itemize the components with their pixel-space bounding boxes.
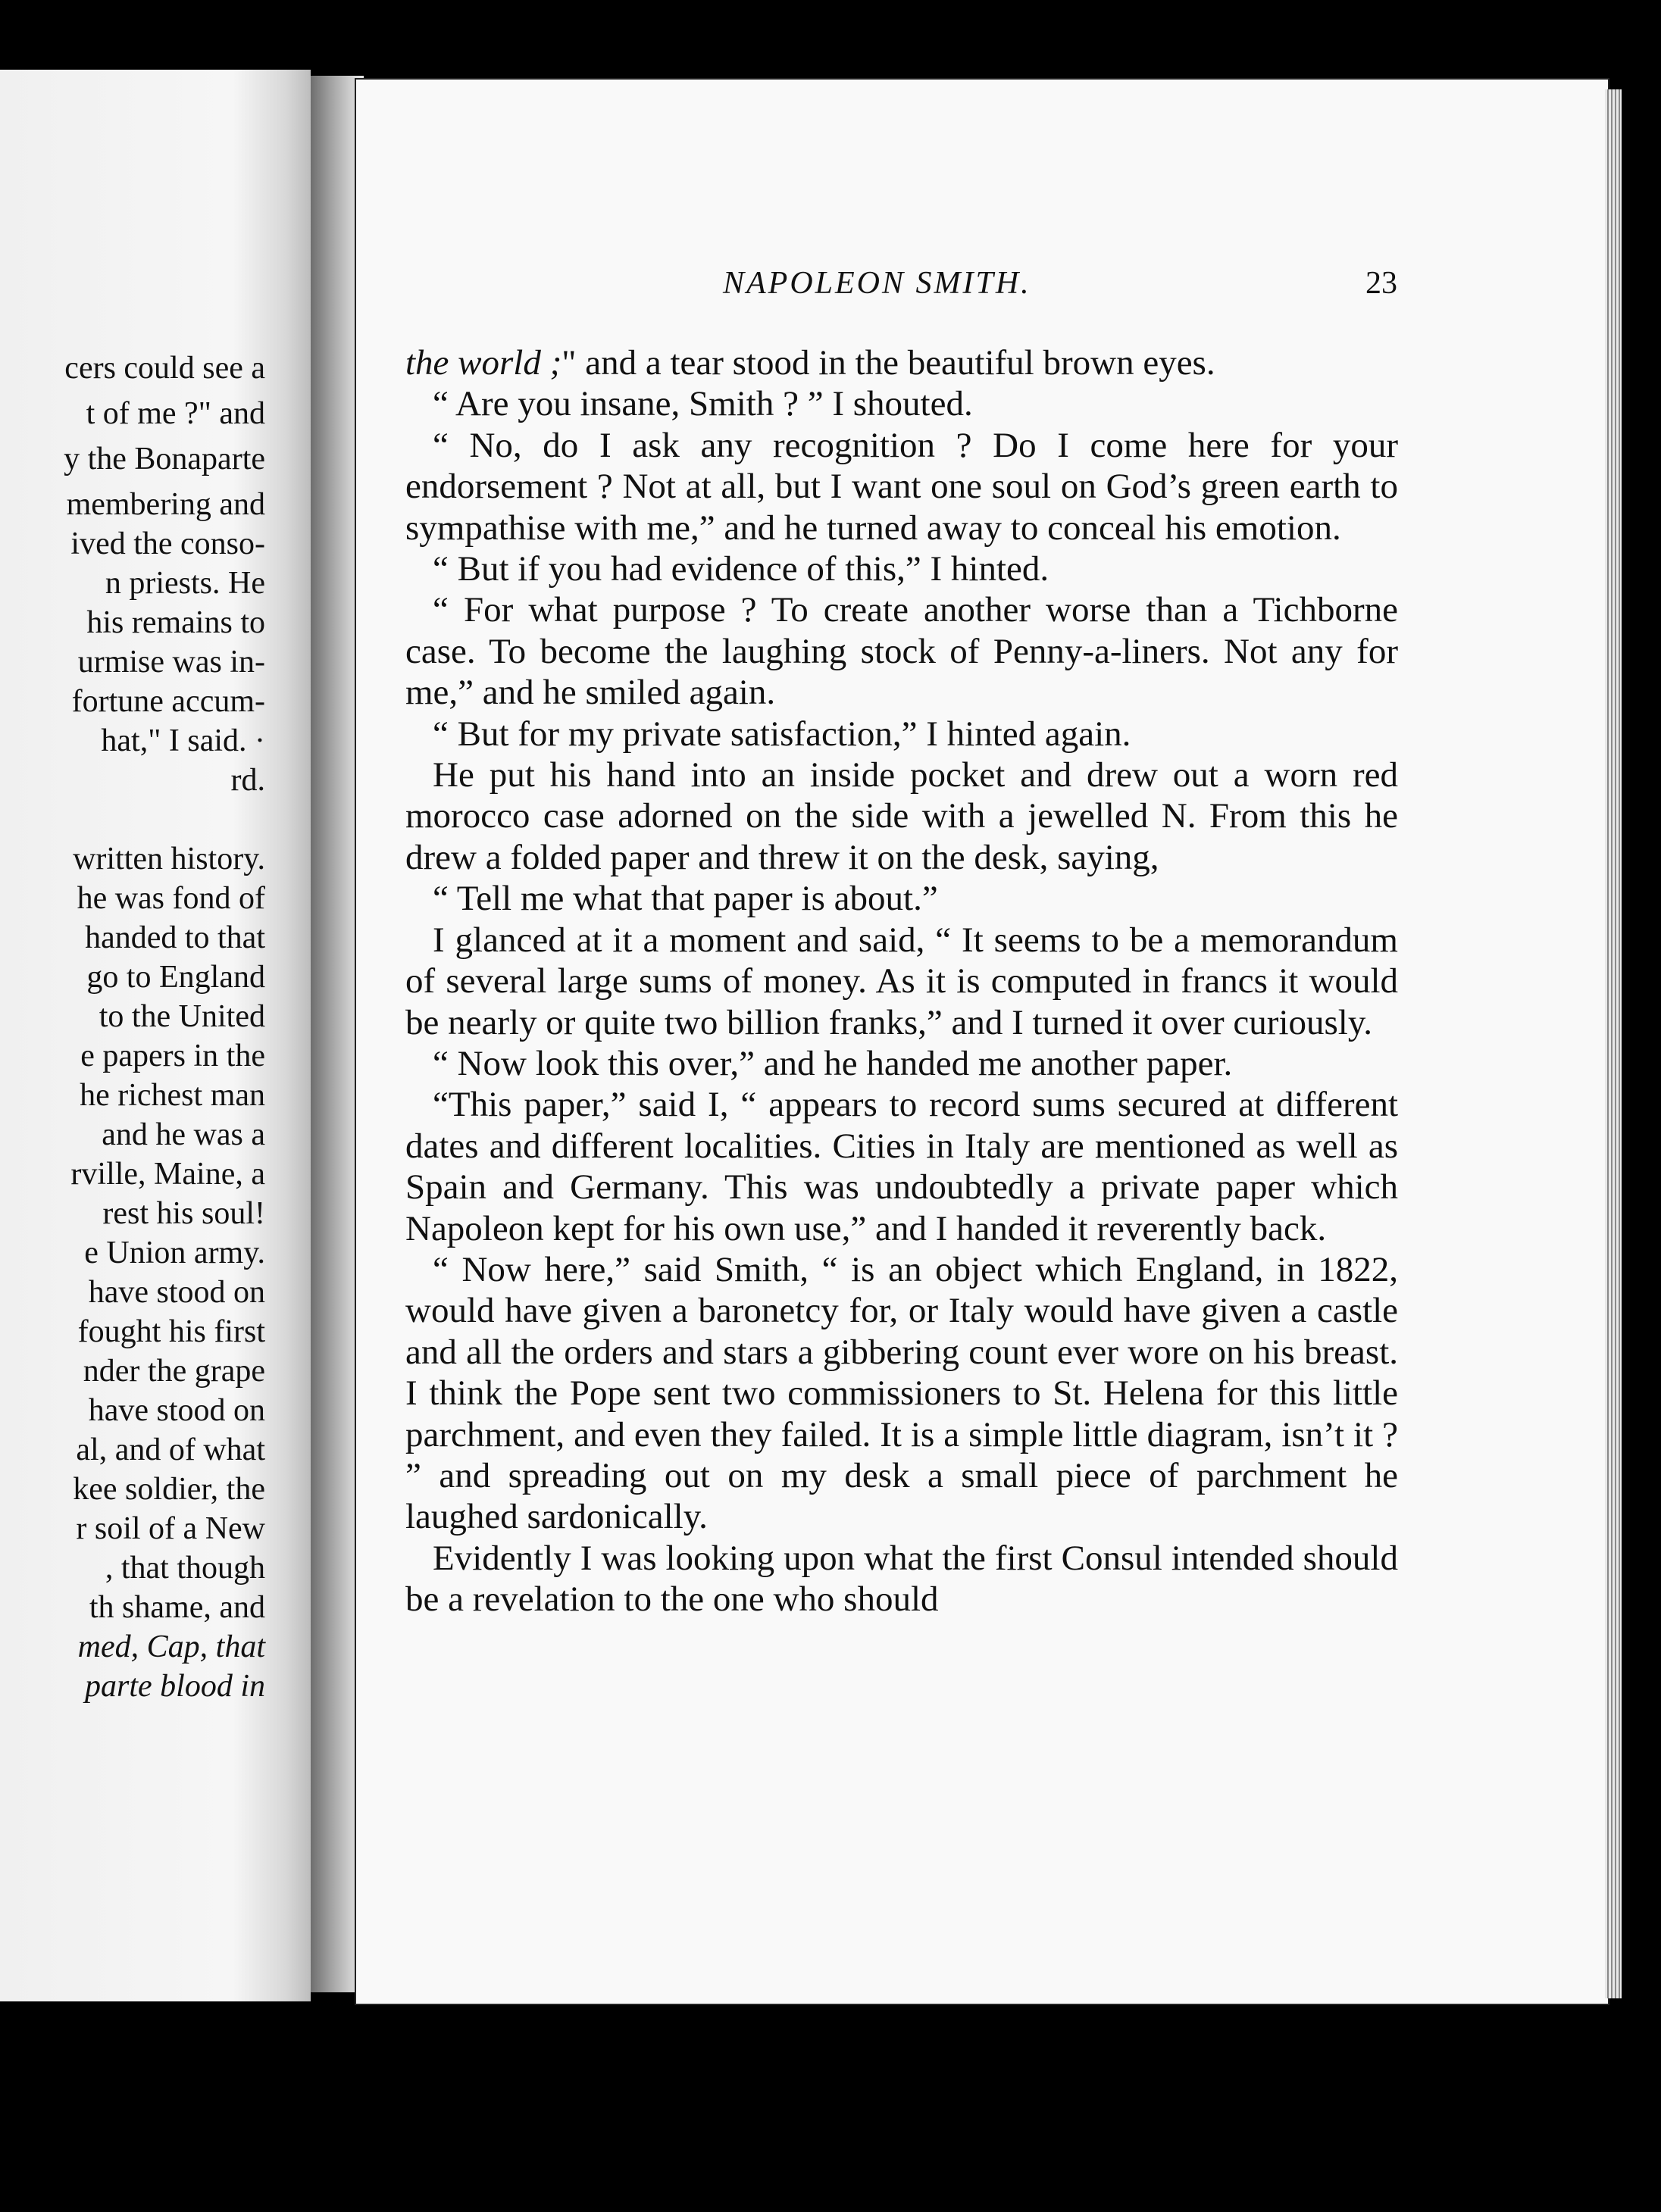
left-line: med, Cap, that xyxy=(77,1629,265,1664)
paragraph: “ But if you had evidence of this,” I hinted. xyxy=(433,549,1049,589)
left-line: kee soldier, the xyxy=(73,1472,265,1507)
paragraph-text: " and a tear stood in the beautiful brown eyes. xyxy=(561,343,1215,383)
left-line: his remains to xyxy=(86,605,265,640)
left-line: go to England xyxy=(86,960,265,995)
left-line: he was fond of xyxy=(77,881,265,916)
left-line: and he was a xyxy=(102,1117,265,1152)
left-line: he richest man xyxy=(80,1078,265,1113)
left-line: y the Bonaparte xyxy=(64,442,265,476)
paragraph: Evidently I was looking upon what the first Consul intended should be a revelation to the one who should xyxy=(405,1538,1398,1620)
paragraph: “ No, do I ask any recognition ? Do I come here for your endorsement ? Not at all, but I want one soul on God’s green earth to sympathise with me,” and he turned away to conceal his emotion. xyxy=(405,425,1398,548)
left-line: , that though xyxy=(105,1551,265,1586)
paragraph: “ Now look this over,” and he handed me another paper. xyxy=(433,1043,1233,1083)
left-line: handed to that xyxy=(85,920,265,955)
left-line: e Union army. xyxy=(84,1236,265,1270)
left-line: hat," I said. · xyxy=(101,723,265,758)
page-header xyxy=(723,265,1397,308)
left-line: th shame, and xyxy=(89,1590,265,1625)
paragraph: “ For what purpose ? To create another worse than a Tichborne case. To become the laughing stock of Penny-a-liners. Not any for me,” and he smiled again. xyxy=(405,590,1398,713)
paragraph: “This paper,” said I, “ appears to record sums secured at different dates and different localities. Cities in Italy are mentioned as well as Spain and Germany. This was undoubtedly a private paper which Napoleon kept for his own use,” and I handed it reverently back. xyxy=(405,1085,1398,1248)
left-line: rd. xyxy=(230,763,265,798)
paragraph xyxy=(405,342,1398,383)
left-page xyxy=(0,70,311,2001)
left-line: to the United xyxy=(99,999,265,1034)
left-line: rville, Maine, a xyxy=(70,1157,265,1192)
left-line xyxy=(0,800,265,839)
body-text xyxy=(405,342,1398,1620)
italic-phrase: the world ; xyxy=(405,343,562,383)
left-line: fought his first xyxy=(77,1314,265,1349)
left-line: parte blood in xyxy=(85,1669,265,1704)
left-line: nder the grape xyxy=(83,1354,265,1389)
left-line: cers could see a xyxy=(64,351,265,386)
left-line: rest his soul! xyxy=(102,1196,265,1231)
paragraph: “ Are you insane, Smith ? ” I shouted. xyxy=(433,384,973,424)
left-line: fortune accum- xyxy=(71,684,265,719)
left-line: n priests. He xyxy=(105,566,265,601)
left-line: t of me ?" and xyxy=(86,396,265,431)
paragraph: I glanced at it a moment and said, “ It seems to be a memorandum of several large sums of money. As it is computed in francs it would be nearly or quite two billion franks,” and I turned it over curiously. xyxy=(405,920,1398,1042)
left-line: membering and xyxy=(66,487,265,522)
left-line: written history. xyxy=(73,842,265,876)
paragraph: “ Now here,” said Smith, “ is an object which England, in 1822, would have given a baronetcy for, or Italy would have given a castle and all the orders and stars a gibbering count ever wore on his breast. I think the Pope sent two commissioners to St. Helena for this little parchment, and even they failed. It is a simple little diagram, isn’t it ? ” and spreading out on my desk a small piece of parchment he laughed sardonically. xyxy=(405,1249,1398,1537)
left-line: have stood on xyxy=(88,1393,265,1428)
left-line: e papers in the xyxy=(80,1039,265,1073)
left-line: r soil of a New xyxy=(76,1511,265,1546)
paragraph: “ Tell me what that paper is about.” xyxy=(433,879,938,919)
left-line: al, and of what xyxy=(76,1432,265,1467)
page-edges xyxy=(1605,89,1622,1998)
left-line: have stood on xyxy=(88,1275,265,1310)
left-line: ived the conso- xyxy=(70,526,265,561)
paragraph: “ But for my private satisfaction,” I hinted again. xyxy=(433,714,1131,754)
paragraph: He put his hand into an inside pocket and drew out a worn red morocco case adorned on the side with a jewelled N. From this he drew a folded paper and threw it on the desk, saying, xyxy=(405,755,1398,877)
left-page-text xyxy=(0,70,265,1706)
left-line: urmise was in- xyxy=(77,645,265,680)
running-title: NAPOLEON SMITH. xyxy=(723,266,1031,301)
page-number: 23 xyxy=(1365,266,1397,301)
